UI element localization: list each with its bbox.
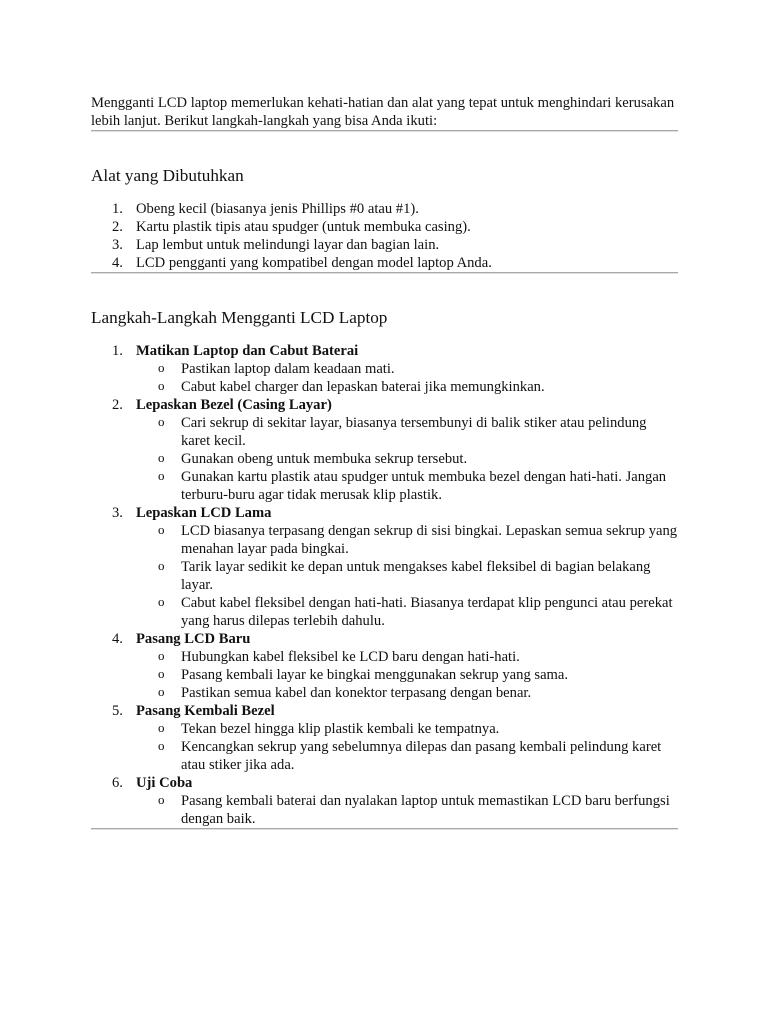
list-number: 5. <box>112 703 123 719</box>
bullet-icon: o <box>158 738 165 753</box>
bullet-icon: o <box>158 720 165 735</box>
step-item <box>91 342 678 396</box>
tools-heading: Alat yang Dibutuhkan <box>91 166 244 185</box>
list-item-text: Obeng kecil (biasanya jenis Phillips #0 atau #1). <box>136 201 419 217</box>
step-item <box>91 504 678 630</box>
sub-item-text: Kencangkan sekrup yang sebelumnya dilepas dan pasang kembali pelindung karet atau stiker jika ada. <box>181 739 662 773</box>
step-item <box>91 774 678 828</box>
steps-list <box>91 342 678 828</box>
sub-list-item <box>136 522 678 558</box>
divider <box>91 130 678 132</box>
step-item <box>91 702 678 774</box>
list-item-text: Lap lembut untuk melindungi layar dan bagian lain. <box>136 237 440 253</box>
sub-item-text: LCD biasanya terpasang dengan sekrup di sisi bingkai. Lepaskan semua sekrup yang menahan layar pada bingkai. <box>181 523 678 557</box>
steps-heading: Langkah-Langkah Mengganti LCD Laptop <box>91 308 388 327</box>
sub-list-item <box>136 738 678 774</box>
list-item-text: LCD pengganti yang kompatibel dengan model laptop Anda. <box>136 255 492 271</box>
sub-list <box>136 360 678 396</box>
bullet-icon: o <box>158 558 165 573</box>
bullet-icon: o <box>158 594 165 609</box>
sub-item-text: Cabut kabel fleksibel dengan hati-hati. Biasanya terdapat klip pengunci atau perekat yang harus dilepas terlebih dahulu. <box>181 595 673 629</box>
sub-list <box>136 720 678 774</box>
sub-list-item <box>136 468 678 504</box>
sub-list-item <box>136 360 678 378</box>
bullet-icon: o <box>158 468 165 483</box>
bullet-icon: o <box>158 360 165 375</box>
sub-list-item <box>136 378 678 396</box>
sub-item-text: Cabut kabel charger dan lepaskan baterai jika memungkinkan. <box>181 379 545 395</box>
sub-list <box>136 792 678 828</box>
tools-list-item <box>91 254 678 272</box>
sub-item-text: Cari sekrup di sekitar layar, biasanya tersembunyi di balik stiker atau pelindung karet kecil. <box>181 415 647 449</box>
sub-list <box>136 648 678 702</box>
sub-item-text: Tarik layar sedikit ke depan untuk mengakses kabel fleksibel di bagian belakang layar. <box>181 559 651 593</box>
list-number: 3. <box>112 237 123 253</box>
bullet-icon: o <box>158 450 165 465</box>
sub-item-text: Pasang kembali baterai dan nyalakan laptop untuk memastikan LCD baru berfungsi dengan baik. <box>181 793 670 827</box>
list-number: 4. <box>112 255 123 271</box>
sub-list <box>136 414 678 504</box>
bullet-icon: o <box>158 648 165 663</box>
bullet-icon: o <box>158 378 165 393</box>
list-number: 1. <box>112 343 123 359</box>
sub-list-item <box>136 720 678 738</box>
list-number: 4. <box>112 631 123 647</box>
sub-list-item <box>136 414 678 450</box>
step-item <box>91 630 678 702</box>
intro-paragraph: Mengganti LCD laptop memerlukan kehati-hatian dan alat yang tepat untuk menghindari kerusakan lebih lanjut. Berikut langkah-langkah yang bisa Anda ikuti: <box>91 95 675 129</box>
sub-list-item <box>136 558 678 594</box>
divider <box>91 828 678 830</box>
step-title: Pasang LCD Baru <box>136 631 251 647</box>
sub-list-item <box>136 648 678 666</box>
sub-item-text: Gunakan kartu plastik atau spudger untuk membuka bezel dengan hati-hati. Jangan terburu-buru agar tidak merusak klip plastik. <box>181 469 667 503</box>
sub-item-text: Tekan bezel hingga klip plastik kembali ke tempatnya. <box>181 721 500 737</box>
sub-item-text: Gunakan obeng untuk membuka sekrup tersebut. <box>181 451 468 467</box>
step-title: Uji Coba <box>136 775 193 791</box>
sub-list-item <box>136 594 678 630</box>
list-number: 2. <box>112 397 123 413</box>
step-title: Lepaskan LCD Lama <box>136 505 272 521</box>
sub-item-text: Pasang kembali layar ke bingkai menggunakan sekrup yang sama. <box>181 667 569 683</box>
bullet-icon: o <box>158 414 165 429</box>
sub-list-item <box>136 792 678 828</box>
step-title: Pasang Kembali Bezel <box>136 703 275 719</box>
sub-list-item <box>136 450 678 468</box>
list-item-text: Kartu plastik tipis atau spudger (untuk membuka casing). <box>136 219 471 235</box>
bullet-icon: o <box>158 666 165 681</box>
tools-list-item <box>91 218 678 236</box>
sub-list-item <box>136 666 678 684</box>
tools-list <box>91 200 678 272</box>
sub-list-item <box>136 684 678 702</box>
step-title: Matikan Laptop dan Cabut Baterai <box>136 343 359 359</box>
sub-item-text: Hubungkan kabel fleksibel ke LCD baru dengan hati-hati. <box>181 649 520 665</box>
list-number: 1. <box>112 201 123 217</box>
divider <box>91 272 678 274</box>
list-number: 6. <box>112 775 123 791</box>
tools-list-item <box>91 200 678 218</box>
bullet-icon: o <box>158 522 165 537</box>
list-number: 3. <box>112 505 123 521</box>
bullet-icon: o <box>158 684 165 699</box>
sub-list <box>136 522 678 630</box>
sub-item-text: Pastikan semua kabel dan konektor terpasang dengan benar. <box>181 685 532 701</box>
sub-item-text: Pastikan laptop dalam keadaan mati. <box>181 361 395 377</box>
step-title: Lepaskan Bezel (Casing Layar) <box>136 397 332 413</box>
bullet-icon: o <box>158 792 165 807</box>
tools-list-item <box>91 236 678 254</box>
list-number: 2. <box>112 219 123 235</box>
step-item <box>91 396 678 504</box>
document-page <box>91 94 678 830</box>
